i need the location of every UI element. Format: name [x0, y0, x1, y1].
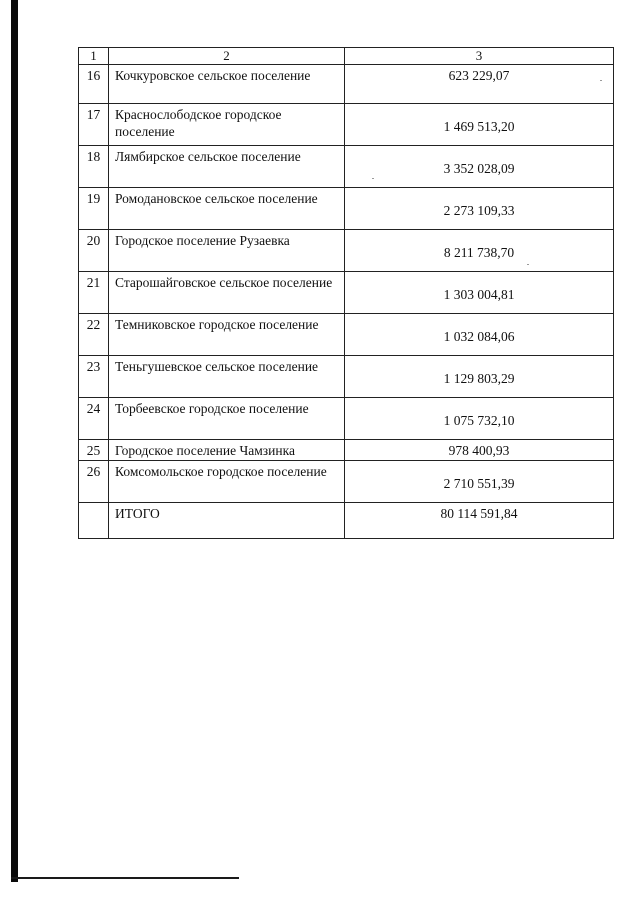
allocation-sum: 2 710 551,39 [345, 461, 614, 503]
table-header-row [79, 48, 614, 65]
column-header-number: 1 [79, 48, 109, 65]
allocation-sum: 1 303 004,81 [345, 272, 614, 314]
table-row [79, 104, 614, 146]
table-row [79, 314, 614, 356]
allocation-table [78, 47, 614, 539]
row-number: 20 [79, 230, 109, 272]
scan-edge-bottom [11, 877, 239, 879]
settlement-name: Старошайговское сельское поселение [109, 272, 345, 314]
scan-edge-left [11, 0, 18, 882]
table-row [79, 188, 614, 230]
column-header-name: 2 [109, 48, 345, 65]
allocation-sum: 623 229,07 [345, 65, 614, 104]
row-number: 23 [79, 356, 109, 398]
total-label: ИТОГО [109, 503, 345, 539]
table-row [79, 398, 614, 440]
settlement-name: Краснослободское городское поселение [109, 104, 345, 146]
settlement-name: Комсомольское городское поселение [109, 461, 345, 503]
row-number: 26 [79, 461, 109, 503]
settlement-name: Городское поселение Рузаевка [109, 230, 345, 272]
table-row [79, 272, 614, 314]
allocation-sum: 1 129 803,29 [345, 356, 614, 398]
total-sum: 80 114 591,84 [345, 503, 614, 539]
row-number: 16 [79, 65, 109, 104]
allocation-sum: 8 211 738,70 [345, 230, 614, 272]
table-row [79, 230, 614, 272]
row-number: 17 [79, 104, 109, 146]
total-row [79, 503, 614, 539]
settlement-name: Ромодановское сельское поселение [109, 188, 345, 230]
row-number: 22 [79, 314, 109, 356]
table-row [79, 440, 614, 461]
settlement-name: Темниковское городское поселение [109, 314, 345, 356]
table-row [79, 356, 614, 398]
allocation-sum: 2 273 109,33 [345, 188, 614, 230]
settlement-name: Торбеевское городское поселение [109, 398, 345, 440]
settlement-name: Теньгушевское сельское поселение [109, 356, 345, 398]
row-number: 19 [79, 188, 109, 230]
row-number: 24 [79, 398, 109, 440]
settlement-name: Кочкуровское сельское поселение [109, 65, 345, 104]
allocation-sum: 1 032 084,06 [345, 314, 614, 356]
table-row [79, 461, 614, 503]
allocation-sum: 1 075 732,10 [345, 398, 614, 440]
table-row [79, 65, 614, 104]
row-number: 18 [79, 146, 109, 188]
column-header-sum: 3 [345, 48, 614, 65]
allocation-sum: 3 352 028,09 [345, 146, 614, 188]
settlement-name: Городское поселение Чамзинка [109, 440, 345, 461]
settlement-name: Лямбирское сельское поселение [109, 146, 345, 188]
row-number: 25 [79, 440, 109, 461]
allocation-sum: 1 469 513,20 [345, 104, 614, 146]
row-number [79, 503, 109, 539]
allocation-sum: 978 400,93 [345, 440, 614, 461]
table-row [79, 146, 614, 188]
row-number: 21 [79, 272, 109, 314]
